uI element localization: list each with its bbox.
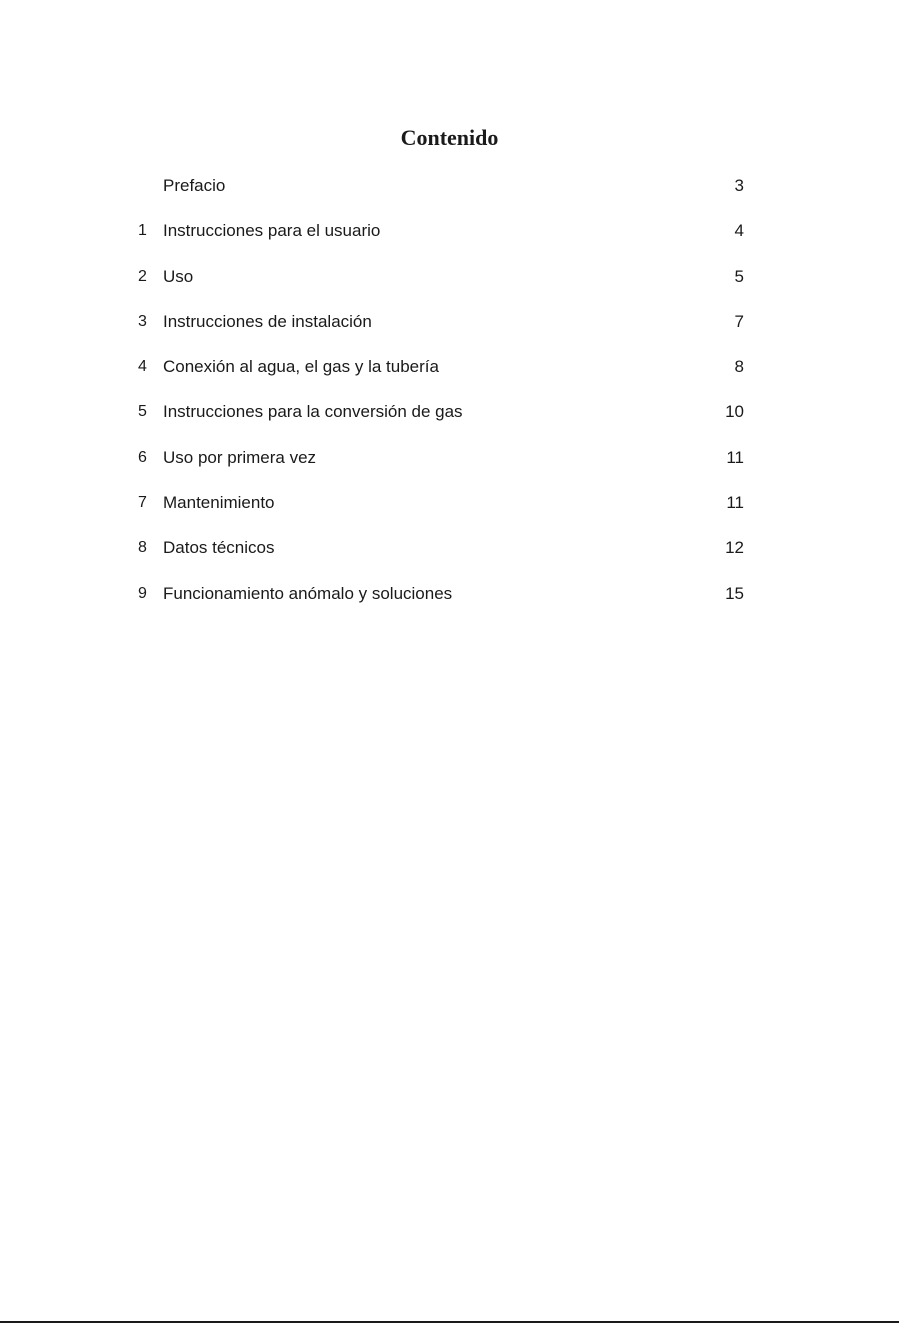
toc-entry-page: 3 xyxy=(734,176,744,195)
toc-entry-label: Uso xyxy=(163,266,194,286)
toc-entry-label: Uso por primera vez xyxy=(163,447,317,467)
toc-entry-user-instructions xyxy=(134,217,744,262)
toc-entry-page: 7 xyxy=(734,311,744,331)
toc-entry-troubleshooting xyxy=(134,580,744,625)
toc-entry-number: 1 xyxy=(138,222,147,240)
toc-entry-technical-data xyxy=(134,534,744,579)
toc-entry-installation xyxy=(134,308,744,353)
toc-entry-label: Datos técnicos xyxy=(163,538,275,558)
toc-entry-number: 8 xyxy=(138,539,147,557)
toc-entry-gas-conversion xyxy=(134,398,744,443)
page-title: Contenido xyxy=(400,125,499,150)
toc-entry-label: Instrucciones para la conversión de gas xyxy=(163,402,463,422)
toc-entry-page: 15 xyxy=(725,583,744,603)
toc-entry-page: 8 xyxy=(734,357,744,377)
toc-entry-label: Mantenimiento xyxy=(163,493,275,513)
toc-entry-label: Instrucciones para el usuario xyxy=(163,221,381,241)
toc-entry-page: 12 xyxy=(725,538,744,558)
toc-entry-number: 3 xyxy=(138,312,147,330)
toc-entry-label: Prefacio xyxy=(163,176,226,195)
toc-entry-page: 11 xyxy=(726,447,744,467)
toc-entry-number: 4 xyxy=(138,358,147,376)
toc-entry-connection xyxy=(134,353,744,398)
toc-entry-number: 6 xyxy=(138,448,147,466)
toc-entry-maintenance xyxy=(134,489,744,534)
table-of-contents xyxy=(134,172,744,625)
toc-entry-number: 7 xyxy=(138,494,147,512)
toc-entry-page: 11 xyxy=(726,493,744,513)
toc-entry-page: 4 xyxy=(734,221,744,241)
toc-entry-label: Conexión al agua, el gas y la tubería xyxy=(163,357,439,377)
toc-entry-preface xyxy=(134,172,744,217)
toc-entry-number: 9 xyxy=(138,584,147,602)
toc-entry-page: 10 xyxy=(725,402,744,422)
toc-entry-use xyxy=(134,263,744,308)
bottom-border-line xyxy=(0,1321,899,1323)
toc-entry-number: 5 xyxy=(138,403,147,421)
toc-entry-label: Funcionamiento anómalo y soluciones xyxy=(163,583,453,603)
toc-entry-first-use xyxy=(134,444,744,489)
toc-entry-number: 2 xyxy=(138,267,147,285)
toc-entry-page: 5 xyxy=(734,266,744,286)
toc-entry-label: Instrucciones de instalación xyxy=(163,311,372,331)
